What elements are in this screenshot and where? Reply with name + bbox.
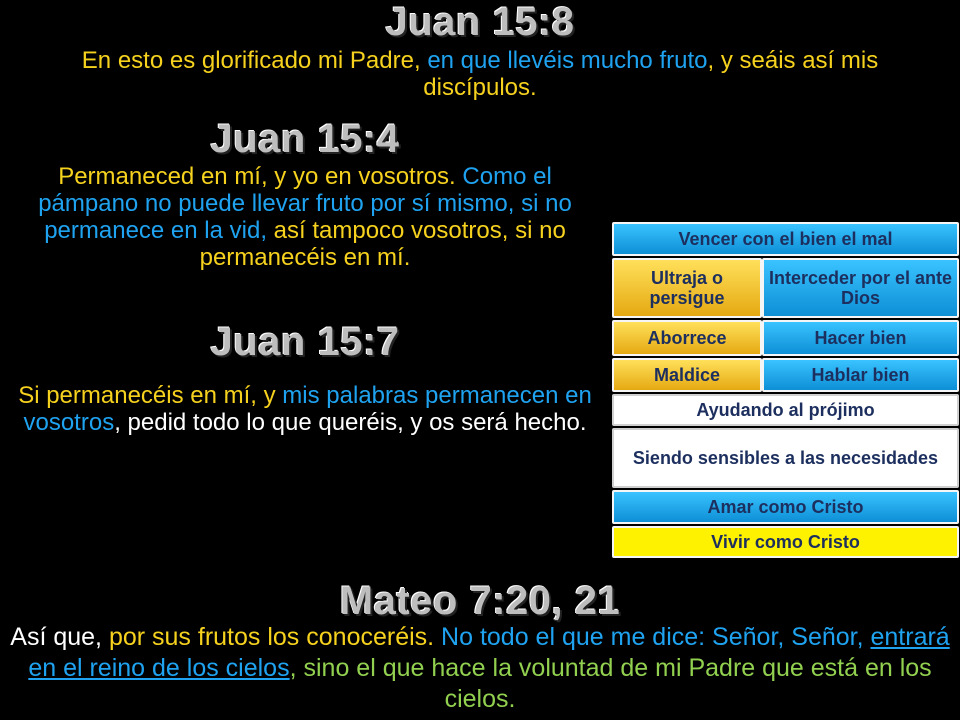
table-cell-left: Maldice [612,358,762,392]
table-row-full: Ayudando al prójimo [612,394,959,426]
verse-segment: y seáis así mis discípulos. [423,47,879,101]
table-cell-right: Hacer bien [762,320,959,356]
verse-segment: , [707,47,721,74]
juan-15-8-text [40,47,920,101]
verse-segment: Como el pámpano no puede llevar fruto por sí mismo, si no permanece en la vid, [38,163,572,244]
mateo-7-20-text [0,622,960,715]
verse-segment: en que llevéis mucho fruto [427,47,708,74]
verse-segment: así tampoco vosotros, si no permanecéis en mí. [199,217,566,271]
verse-segment: , sino el que hace la voluntad de mi Padre que está en los cielos. [289,654,932,713]
mateo-7-20-title: Mateo 7:20, 21 [339,579,621,623]
table-row-full: Amar como Cristo [612,490,959,524]
table-row-full: Siendo sensibles a las necesidades [612,428,959,488]
juan-15-4-title: Juan 15:4 [210,117,400,161]
table-header-cell: Vencer con el bien el mal [612,222,959,256]
juan-15-7-text [10,382,600,436]
verse-segment: En esto es glorificado mi Padre, [81,47,428,74]
table-cell-right: Hablar bien [762,358,959,392]
juan-15-8-title: Juan 15:8 [385,0,575,44]
verse-segment: entrará en el reino de los cielos [28,623,950,682]
table-row-full: Vivir como Cristo [612,526,959,558]
juan-15-7-title: Juan 15:7 [210,320,400,364]
verse-segment: Si permanecéis en mí, y [18,382,283,409]
verse-segment: Permaneced en mí, y yo en vosotros. [58,163,463,190]
verse-segment: No todo el que me dice: Señor, Señor, [434,623,871,651]
table-cell-left: Aborrece [612,320,762,356]
table-cell-left: Ultraja o persigue [612,258,762,318]
verse-segment: , pedid todo lo que queréis, y os será hecho. [114,409,587,436]
verse-segment: por sus frutos los conoceréis. [108,623,435,651]
verse-segment: mis palabras permanecen en vosotros [23,382,592,436]
verse-segment: Así que, [10,623,109,651]
table-cell-right: Interceder por el ante Dios [762,258,959,318]
juan-15-4-text [10,163,600,271]
